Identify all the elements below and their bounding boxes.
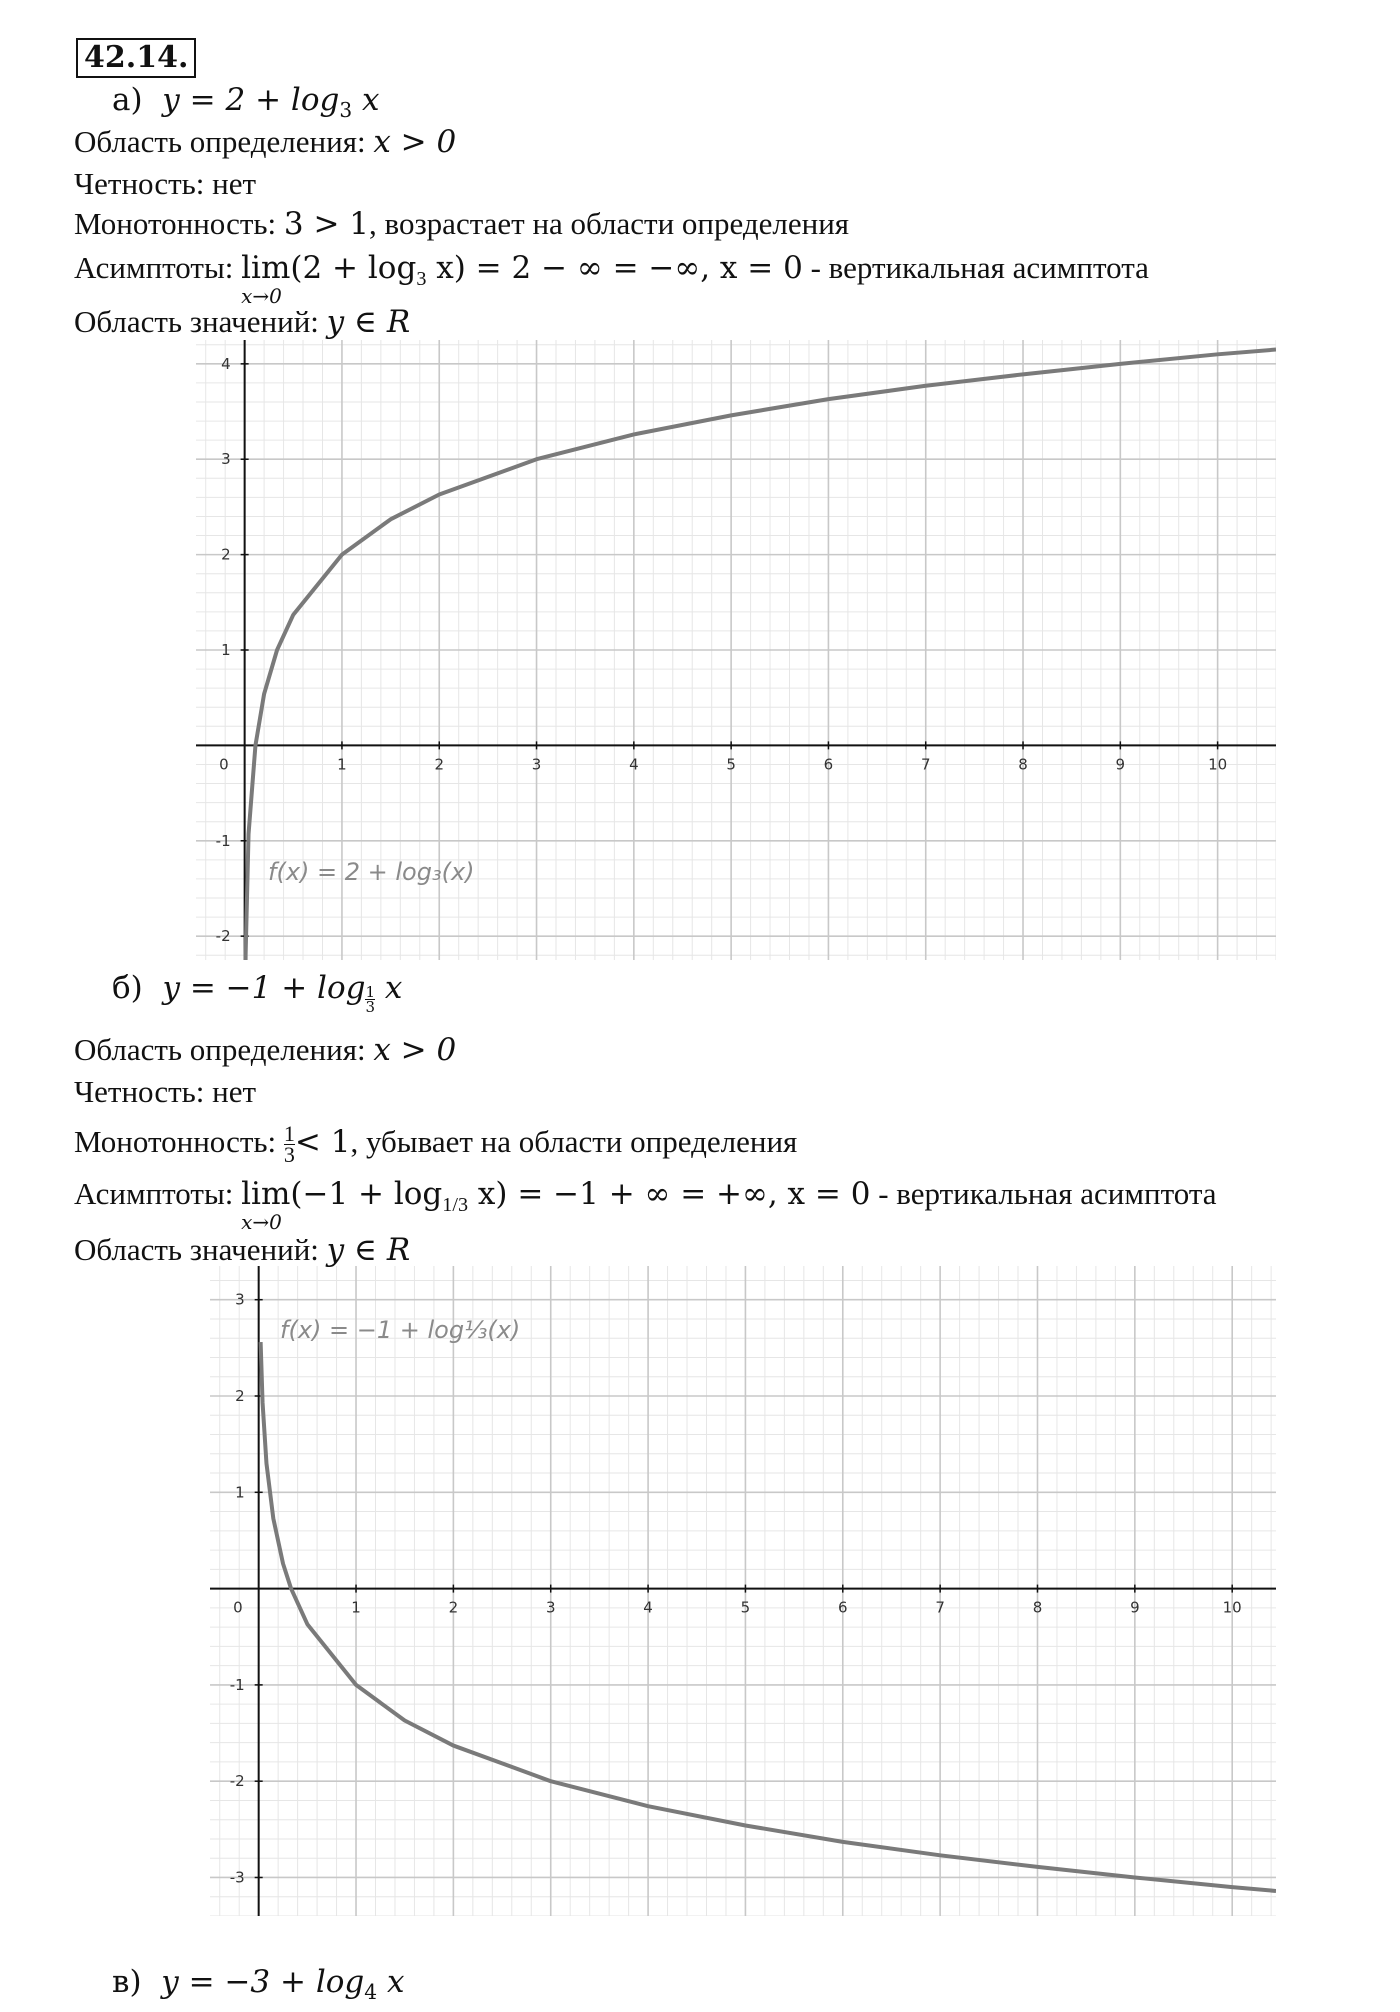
part-b-asymptote-label: Асимптоты:	[74, 1176, 234, 1211]
x-tick-label: 2	[448, 1598, 459, 1617]
x-tick-label: 7	[935, 1598, 945, 1617]
part-b-parity-value: нет	[212, 1074, 257, 1109]
part-b-asymptote-expr-pre: (−1 + log	[290, 1176, 443, 1212]
part-b-domain	[74, 1030, 456, 1070]
part-a-range-value: y ∈ R	[326, 304, 411, 340]
part-b-label: б)	[112, 970, 143, 1006]
part-b-formula-lhs: y = −1 + log	[162, 970, 366, 1006]
part-c-formula	[112, 1962, 404, 2012]
part-b-range-label: Область значений:	[74, 1232, 319, 1267]
part-b-range	[74, 1230, 410, 1270]
part-a-domain-value: x > 0	[373, 124, 457, 160]
part-b-lim: lim	[241, 1176, 291, 1212]
part-b-monotonic-math: < 1	[294, 1124, 351, 1160]
x-tick-label: 10	[1208, 755, 1228, 774]
part-b-asymptote-expr-base: 1/3	[442, 1194, 469, 1217]
y-tick-label: -3	[229, 1868, 245, 1887]
x-tick-label: 0	[219, 755, 229, 774]
x-tick-label: 1	[351, 1598, 361, 1617]
part-b-asymptote-text: - вертикальная асимптота	[870, 1176, 1217, 1211]
part-a-label: а)	[112, 82, 143, 118]
y-tick-label: 3	[221, 450, 231, 469]
part-b-range-value: y ∈ R	[326, 1232, 411, 1268]
part-a-parity	[74, 164, 256, 204]
part-b-base-den: 3	[365, 998, 376, 1016]
part-a-formula-arg: x	[352, 82, 380, 118]
part-c-label: в)	[112, 1964, 142, 2000]
y-tick-label: 1	[235, 1483, 245, 1502]
part-c-formula-lhs: y = −3 + log	[161, 1964, 365, 2000]
y-tick-label: -1	[215, 831, 231, 850]
part-c-formula-arg: x	[377, 1964, 405, 2000]
part-b-monotonic-label: Монотонность:	[74, 1124, 277, 1159]
part-a-parity-value: нет	[212, 166, 257, 201]
chart-a	[196, 340, 1276, 960]
part-a-asymptote-expr-pre: (2 + log	[290, 250, 417, 286]
part-a-formula-lhs: y = 2 + log	[162, 82, 340, 118]
x-tick-label: 7	[920, 755, 931, 774]
x-tick-label: 4	[629, 755, 639, 774]
part-c-formula-base: 4	[364, 1980, 378, 2005]
part-a-formula-base: 3	[339, 98, 353, 123]
part-a-asymptote-expr-base: 3	[416, 268, 427, 291]
chart-b	[210, 1266, 1276, 1916]
part-b-domain-value: x > 0	[373, 1032, 457, 1068]
y-tick-label: -1	[229, 1675, 245, 1694]
part-b-formula	[112, 968, 402, 1014]
part-a-asymptote	[74, 248, 1149, 308]
part-b-parity	[74, 1072, 256, 1112]
x-tick-label: 3	[531, 755, 542, 774]
grid-minor	[210, 1266, 1276, 1916]
part-b-asymptote	[74, 1174, 1217, 1234]
part-a-lim: lim	[241, 250, 291, 286]
part-a-asymptote-expr-post: x) = 2 − ∞ = −∞, x = 0	[426, 250, 803, 286]
part-b-lim-sub: x→0	[241, 1210, 282, 1234]
part-a-domain-label: Область определения:	[74, 124, 366, 159]
y-tick-label: 2	[235, 1387, 245, 1405]
part-b-monotonic-den: 3	[283, 1142, 295, 1168]
function-label: f(x) = −1 + log⅓(x)	[280, 1316, 521, 1344]
part-a-parity-label: Четность:	[74, 166, 205, 201]
y-tick-label: -2	[229, 1772, 245, 1791]
y-tick-label: 3	[235, 1290, 245, 1309]
x-tick-label: 5	[740, 1598, 751, 1617]
part-b-parity-label: Четность:	[74, 1074, 205, 1109]
part-a-asymptote-label: Асимптоты:	[74, 250, 234, 285]
x-tick-label: 0	[233, 1598, 243, 1617]
part-a-range	[74, 302, 410, 342]
part-a-monotonic-math: 3 > 1	[283, 206, 370, 242]
x-tick-label: 4	[643, 1598, 653, 1617]
part-b-monotonic-text: , убывает на области определения	[350, 1124, 798, 1159]
x-tick-label: 6	[838, 1598, 848, 1617]
x-tick-label: 1	[337, 755, 347, 774]
grid-major	[210, 1266, 1276, 1916]
x-tick-label: 6	[823, 755, 834, 774]
y-tick-label: 4	[221, 354, 231, 373]
x-tick-label: 9	[1115, 755, 1126, 774]
x-tick-label: 9	[1130, 1598, 1140, 1617]
part-a-monotonic	[74, 204, 849, 244]
y-tick-label: 1	[221, 641, 231, 659]
part-a-monotonic-label: Монотонность:	[74, 206, 277, 241]
part-b-domain-label: Область определения:	[74, 1032, 366, 1067]
part-b-monotonic-num: 1	[283, 1121, 295, 1147]
part-b-asymptote-expr-post: x) = −1 + ∞ = +∞, x = 0	[468, 1176, 871, 1212]
x-tick-label: 10	[1222, 1598, 1242, 1617]
part-b-formula-arg: x	[375, 970, 403, 1006]
part-b-monotonic	[74, 1121, 798, 1168]
x-tick-label: 8	[1032, 1598, 1043, 1617]
function-label: f(x) = 2 + log₃(x)	[268, 858, 475, 886]
part-a-lim-sub: x→0	[241, 284, 282, 308]
y-tick-label: -2	[215, 927, 231, 946]
problem-number: 42.14.	[76, 38, 196, 78]
part-a-asymptote-text: - вертикальная асимптота	[802, 250, 1149, 285]
part-b-base-num: 1	[365, 983, 376, 1001]
part-a-range-label: Область значений:	[74, 304, 319, 339]
y-tick-label: 2	[221, 545, 231, 564]
x-tick-label: 3	[545, 1598, 556, 1617]
x-tick-label: 5	[726, 755, 736, 774]
part-a-domain	[74, 122, 456, 162]
x-tick-label: 8	[1018, 755, 1028, 774]
part-a-monotonic-text: , возрастает на области определения	[369, 206, 850, 241]
function-curve	[261, 1342, 1276, 1891]
x-tick-label: 2	[434, 755, 445, 774]
